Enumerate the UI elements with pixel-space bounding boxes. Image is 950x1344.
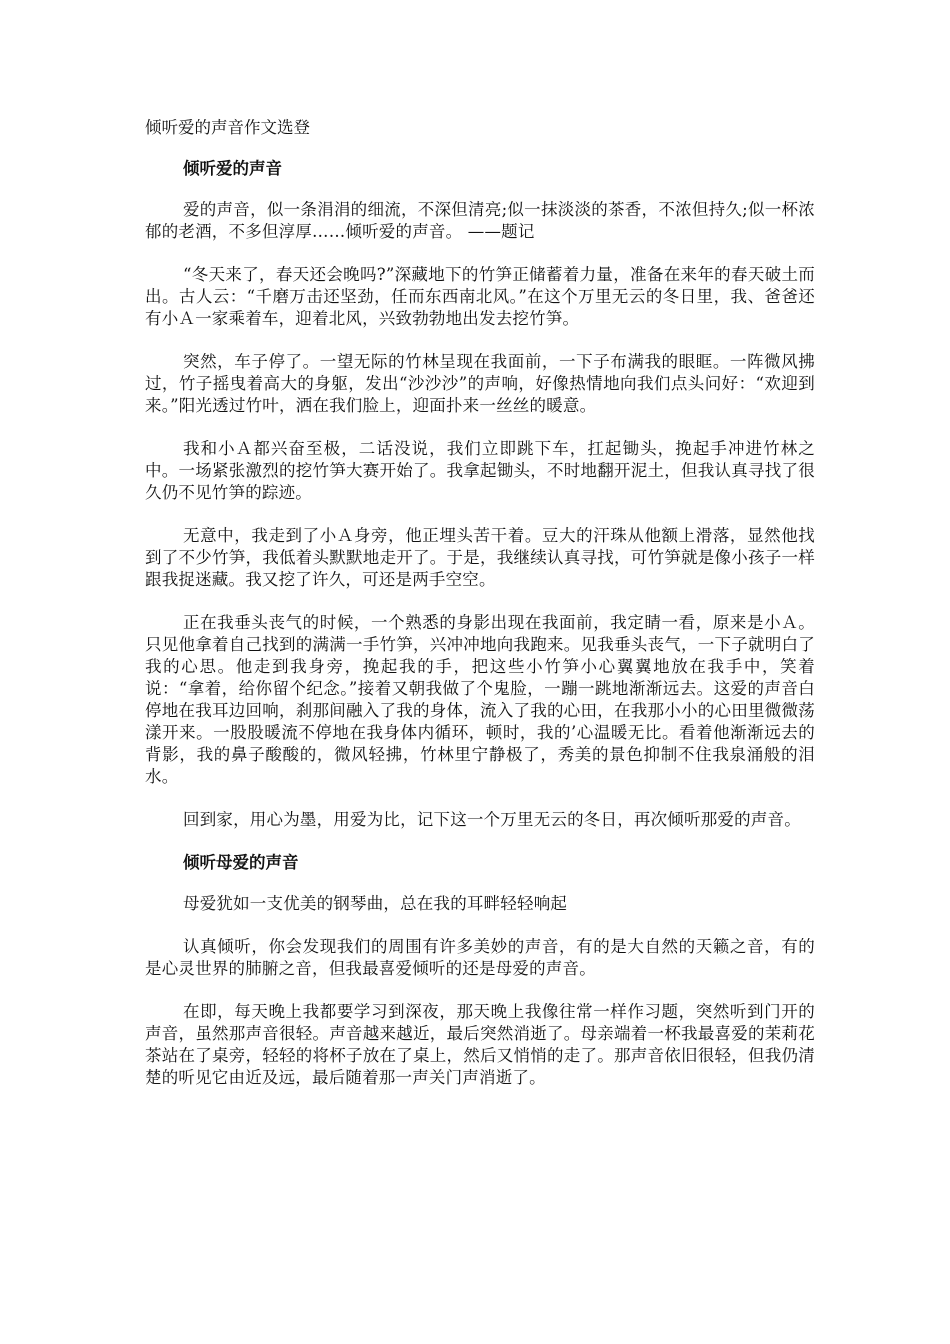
paragraph: 母爱犹如一支优美的钢琴曲，总在我的耳畔轻轻响起 [183, 894, 568, 913]
paragraph: 无意中，我走到了小Ａ身旁，他正埋头苦干着。豆大的汗珠从他额上滑落，显然他找到了不少竹笋，我低着头默默地走开了。于是，我继续认真寻找，可竹笋就是像小孩子一样跟我捉迷藏。我又挖了许久，可还是两手空空。 [145, 526, 815, 589]
section-heading: 倾听母爱的声音 [183, 853, 299, 872]
section-love-voice [145, 158, 815, 831]
document-body [145, 117, 815, 1110]
paragraph: 在即，每天晚上我都要学习到深夜，那天晚上我像往常一样作习题，突然听到门开的声音，虽然那声音很轻。声音越来越近，最后突然消逝了。母亲端着一杯我最喜爱的茉莉花茶站在了桌旁，轻轻的将杯子放在了桌上，然后又悄悄的走了。那声音依旧很轻，但我仍清楚的听见它由近及远，最后随着那一声关门声消逝了。 [145, 1002, 815, 1087]
document-title: 倾听爱的声音作文选登 [145, 118, 310, 137]
paragraph: 认真倾听，你会发现我们的周围有许多美妙的声音，有的是大自然的天籁之音，有的是心灵世界的肺腑之音，但我最喜爱倾听的还是母爱的声音。 [145, 937, 815, 978]
paragraph: 正在我垂头丧气的时候，一个熟悉的身影出现在我面前，我定睛一看，原来是小Ａ。只见他拿着自己找到的满满一手竹笋，兴冲冲地向我跑来。见我垂头丧气，一下子就明白了我的心思。他走到我身旁，挽起我的手，把这些小竹笋小心翼翼地放在我手中，笑着说：“拿着，给你留个纪念。”接着又朝我做了个鬼脸，一蹦一跳地渐渐远去。这爱的声音白停地在我耳边回响，刹那间融入了我的身体，流入了我的心田，在我那小小的心田里微微荡漾开来。一股股暖流不停地在我身体内循环，顿时，我的’心温暖无比。看着他渐渐远去的背影，我的鼻子酸酸的，微风轻拂，竹林里宁静极了，秀美的景色抑制不住我泉涌般的泪水。 [145, 613, 815, 786]
paragraph: 我和小Ａ都兴奋至极，二话没说，我们立即跳下车，扛起锄头，挽起手冲进竹林之中。一场紧张激烈的挖竹笋大赛开始了。我拿起锄头，不时地翻开泥土，但我认真寻找了很久仍不见竹笋的踪迹。 [145, 439, 815, 502]
section-mother-love-voice [145, 852, 815, 1089]
paragraph-epigraph: 爱的声音，似一条涓涓的细流，不深但清亮;似一抹淡淡的茶香，不浓但持久;似一杯浓郁的老酒，不多但淳厚……倾听爱的声音。 ——题记 [145, 200, 815, 241]
section-heading: 倾听爱的声音 [183, 159, 282, 178]
paragraph: 突然，车子停了。一望无际的竹林呈现在我面前，一下子布满我的眼眶。一阵微风拂过，竹子摇曳着高大的身躯，发出“沙沙沙”的声响，好像热情地向我们点头问好：“欢迎到来。”阳光透过竹叶，洒在我们脸上，迎面扑来一丝丝的暖意。 [145, 352, 815, 415]
paragraph: 回到家，用心为墨，用爱为比，记下这一个万里无云的冬日，再次倾听那爱的声音。 [183, 810, 801, 829]
paragraph: “冬天来了，春天还会晚吗?”深藏地下的竹笋正储蓄着力量，准备在来年的春天破土而出。古人云：“千磨万击还坚劲，任而东西南北风。”在这个万里无云的冬日里，我、爸爸还有小Ａ一家乘着车，迎着北风，兴致勃勃地出发去挖竹笋。 [145, 265, 815, 328]
